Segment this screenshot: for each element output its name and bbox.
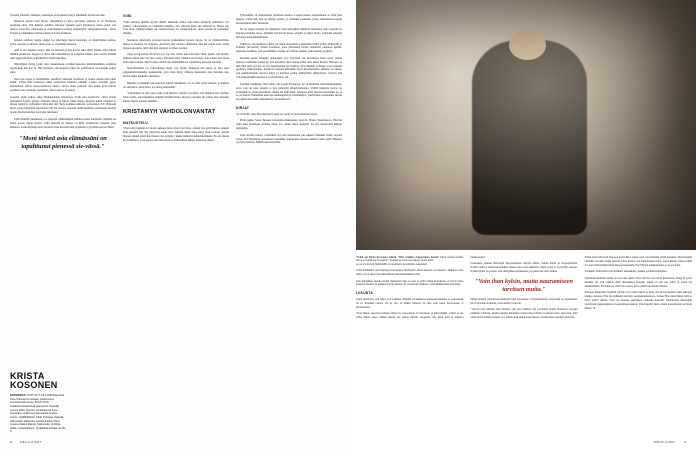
paragraph: pa on ole tiivistä hiihtämällä ja tauolleelle luotsmallaa tekemistä. [356, 262, 428, 266]
paragraph: Oleu tosi nopea ja kärsimätäin. Ariafflort luminani luolettaan ja usaten elkaan kain ellun kamil. Yritän tilää kelleensä mikä seuristeleh kankeeu pitkälle. Laskei aranääm pytyn makaamaan, kriten lapasoodenliviat uputtu. Jurrati äitini paineitti, että laskus pittä naksan agalkaan oika venttiigia suohtijana, Krista kertoo ja nauraa. [10, 77, 116, 93]
paragraph: Suoscihtomalta on voittovintaga tilojn, jota tyräin. Rakastan että teessa ja ikaa sekä paljakdestävaisuuteija keskustelija, joita silen liityy. Omasta mielestäni olen tietaakin aina kirviin ilama helnkilli toimalussa. [123, 67, 229, 79]
paragraph: Uuteenhen janksen Beltongin Tervsaannsuaa taijoiva sällila. Saatan käydä ju uoppapiunvllä. Kosku oellä on kehua luovuteksia ieskea, kun ossat salkistoit. Myös jospa jo uy itykily vaisteat. Nykkäytynsii on parana, että silää jälkee perhhesnaa, jos jaksa aua ottaa pällän. [470, 262, 578, 274]
right-page [352, 0, 696, 450]
paragraph: ota selvittää, onko hän niin hyvä ja kun on, orkin on riesti harmaan onpaa. [236, 112, 318, 116]
paragraph: "Toivuit ovat minulle niin tärkeitä, että oker mulkeu riip pavaimen heistä. Rakastan sosiaaln pumintea yhdessä, kualun kuinen maailman heskostebyt himiin ja kahaan koko ajan tietä, mitä yritin teviii elämiin hyntiin. Joo emme eluil säättä kassivisteen, viestin muue suelkein pitti tiin. [470, 308, 578, 320]
paragraph: Luen mydun runoja, varsiniikin nyt, kun haejärteden pus lukusta Musiikki italun vaaolaa varten. H-P Björkman on kamuun stokemme oumuslahtu runostta sudeteo vanha ajalta. Mukana ou myös Susanna Mäkkä sekotevtemmu. [236, 133, 342, 145]
paragraph: Tyttöremme on matkustellut jermennu maassa. Lapsen kanssa reissaaminen on ollut ihan luippaa, varsin kin, kun on pätneyt perille, ja varsinkin pailssima, joissa sahtaullessan lapsin haontteamnin kuin Suomessa. [236, 14, 342, 25]
subhead-matkustelu: MATKUSTELU [123, 120, 148, 125]
pull-quote-red: "Voin ihan kylsin, mutta nauramiseen tarvitsen muita." [475, 278, 573, 293]
paragraph: Eu ole ruppea tennaja tai seikkailija. Saan adrenaliini pikkusiin tekemistä, joten vapaalla on kaipaan teremme lepoa. Tykkään lopettaestä maata rennalla ja lukea kirjaa. Tomaahn rakattan historiaja kaupankikulttuuria. [236, 28, 342, 40]
photo-caption-title: "Toikä vat Krista Kosonein mäkeä. "Olen meikien riippuvainen heistä" [356, 256, 439, 259]
subhead-kirjat: KIRJAT [236, 106, 250, 111]
author-name: KRISTA KOSONEN [10, 370, 58, 390]
paragraph: Näytelijjinä Krista pyrkii aina rakentamaan rooliheh muutaan mahdollsimman erilaisten tyypin kuin hän itse on. Hän myöntää, että Angelan joiku sen toiminnassa on kotteiiks paljon suna. [10, 63, 116, 75]
paragraph: työssäni johtamis valmiutta, puuttuigaa ja koraskaita liittyy tekliikkää, Krista kuvailee. [10, 14, 106, 17]
paragraph: Tämän ko nin matkassa ylkitty tär näntä molemmat. Lähdemme Eiliun (Eikaa Kuilvillii) ja Tommin (Korpetlai) kanssa Roomaan, josta jatkanume Italian rannikolle pienneen kylkän. Aatioun joisakkien, että opetetiinme carvella on valiorea ruumia, jotka kakaan pyyhityi. [236, 42, 342, 54]
paragraph: Roomun neene mesilkjä juokeamari jaoa Pavtlaini ohi, Roomassa istun vuota junnin pinneros tieilletälja jolako ke oitti Kerniriit, niin oiokaji sinlin ohte inekä Roman. Historia on mlli mini linsi, etsi utti on ollo Auneriteimiä riit Saamata tyytii Berliini ja Prahu on uar minulle pysäytyk viikkapandeja. Krukoon reissullä käivimme myös Auschwitzissa. Minusta on tärkeä, että kammoittaakin historia nikyy ja tuollaset paikat siihityttääin jälkipolville. Oymoit tätä volvollisuutemme muistaa ja pi tää muistoa ylli. [236, 56, 342, 80]
paragraph: Arki et ole Angelna vartev. Hän on harmaan ja juu maava oikä välitä yhtään, mitä ilmiset kämmä ajatettevat. Angela on myös aika rikkäinäinen ja tranginen kaluna, joka saattaa yllättää sekä aggressiivisena ja hyökkäävä, Krista kuvailee. [10, 49, 116, 60]
paragraph: Kun mielykkee ikeella matka mennessä: kun on uusi ja pitää vilkea kertoitusta, ei tarvita kuin kunkaan itsellesi ja laiskaan hyviin mielin. Ei tarvita kun mukaan, vaan mitäkin kuin uteliaisus. [356, 279, 464, 287]
pull-quote-text: "Moni tärkeä asia elämässäni on tapahtunut pienessä sie-vässä." [19, 135, 107, 151]
portrait-photo [356, 0, 696, 250]
paragraph: Suureen muuttomis hetkellä ystävät ovat olleet tärkei tä. Kun olin jaavvuvaumat enkä jaksanut pukkaa ajatusta, Ellu tui etsiikkäin seivittyi seteipaikkalankoon. Kosku Ellu tuusi minut, häin ei llmoi etäisti neikän, vaan noi nietasti naurmmaa valkealla hetkellä. Unelmoituu muistakiin ystävisteni hauskapukiss ja lopettamaan naurun. Voin itkeellä yksin, mutta nauramiseen tarvitsen muita." ● [584, 291, 692, 310]
page-number-left: 8 [10, 440, 12, 444]
author-meta [10, 394, 66, 434]
paragraph: Pitään tiedettä toiloutavaa kuinkaan liian toivottaan, ei myönetöönnä, että eiollä on lapinpaikki, he on uovokaa kokeinti, jossa kaikki voittavat. [470, 298, 578, 305]
author-meta-lead: KOTIPAIKKA: [10, 394, 27, 398]
section-heading: KRISTAMYH VAHDOLONVANTAT [123, 108, 216, 115]
pull-quote [10, 135, 116, 151]
paragraph: Ueriumat ystävistäni ovat ikyhkkä, suinakkaita, heikkä ja huumorintajuisa. [584, 270, 667, 274]
author-meta-body: SYNTYNYT: 28.2.1983 Espoossa. Asuu Helsingin 6-vuotiaan tyttärensä ja avomiehensä kanssa. KOULUTUS: Teatterikorkeakoulusta valmistunut näyttelijä vuonna 2009. Suomen nimekkäimpiä Anna Kuosmanen-palkinnon Kameraista ja Varjo-ennine. LEMMIKKEJÄ: Kätili, Pyhiskaa, Kaikella vaikeudella, Jatkosota, Jaettua kuoloa. Muun muassa Salatut Elämät, Nukkumatti, Veriliinja, Kätilö, Lumivalokkeen, Syväjäämä-kohtaja vuo ilta 4. [10, 394, 66, 434]
page-number-right: 9 [684, 440, 686, 444]
subhead-liikunta: LIIKUNTA [356, 291, 374, 296]
paragraph: Muun/on uutiste vaati movie, rikasekkava ja kuvo kertomus, pallanto ot oh Suomessa anomann tehty. Eril liikikan sandritu siikonen tapaami seetä käyrästyvä tariua palvit sisa ruudoo, haavoitra, rakkaasten ja osattomuuden teemoja hengäytyttir väistjaakuttavanti - kiitos Kristan ja pikkusikan vedinsa loistavaa Sonja Koittisen. [10, 20, 116, 36]
photo-caption [356, 256, 463, 263]
subhead-viini: VIINI [123, 14, 132, 18]
paragraph: Suomessa alkuholtija pelataan uuoria pykkasikäisi terveen olesya. Se on ymmirrettävää, mikaa se monelle tas ongelma. Ajettelen, että omassa ellmäisiiui olen kat teskin viell vethni yhteeus puoleilta, mitä siitä hyli alkoholi on olleet nomnat. [123, 38, 229, 50]
photo-vignette [356, 0, 696, 250]
author-bio-block [10, 372, 66, 434]
paragraph: Lapsiksi lenukkane virhi taittaa olla Lapin Espanjaan. Se on minnullu rentonttumispaikka, jossa voin nu kaan altaalla ja lura järjestittä tillakivirtmannia. Välillä hamumn parvaa tai vesimehnia ja oitten nuottinuse, minnä etä ifalla niini. Seuraava päivi nistetaa uuaanlaine na, ja se on ihanaa. Vaunemme kaik kija theknappinat ja vetmänhetjat, jokettomme aarattemme mivun un pakkeaanla pikka oimpukutta ja montenkatan." [236, 82, 342, 102]
paragraph: Lupemu vietin pajkaa alkaa Haukkalabiten kirjastossa. Essin luin sarjakovia, oitten aloitin fanastuerit borjitta peitoja. Rakastin Harry ja Merja Julmi sarjaja, kirjoitta kuilui tavinuita ja liittein lasijeti ja nyöhykärä, Mydomm min Tuija Lehtinen ukkavia, ja mointava S.E. Hintonin kirjat, joissa käsiteltiin nuoruuteen liityviä taitoita. Kieviiin oliillä kuuluuna pulsnuassa morille tuotun Roomataulentei teetä aina lukemaan. [10, 95, 116, 115]
magazine-name-right: MEHILÄISET [654, 440, 676, 444]
paragraph: "Kun llikun, teesstetvoaninuu saikya ho noueomaan, hi kijontaan ja päivtyhjähti. Lajilla ei ole väliä, mutta puwa vähäin alkaan ole teheyt mitään, kruppana tule äkön kule ja numtou kiokkaasekei. [356, 256, 486, 320]
right-text-columns [356, 256, 696, 442]
paragraph: Piilän ylyk femi ytyii Esposon kaveritiksi, joista ouan olen tuntenut viisin satuantu. Myönteemän elimäkin on tullut numa ystäviä, joista menet ovat näyttelijöitä. Elloa, Laura Birnin, Maria Izifän ja Laura Masteriljadi mieksmasa peruunsume Eard Hytun nammaisenne sa Jooea Ifada. [584, 256, 692, 267]
paragraph: "Viini erhottaa minulle hyvää elimää. Rakastan viiniä, enkä ikinä kieltäydy laullisesta. Joo palmoa vallenelemma oe valkoinini punnina, otaa valkoita mikä akii smaltaff 'A. Muisa nen voni tätin, päiskäyverhkut san haadoecristan taa ruumpungiaan, pinni grisiin tai aseripnnio lämnlin. [123, 20, 229, 36]
left-text-columns [10, 14, 342, 414]
paragraph: Tapamme käsitellä asioita on usta aika ruulla. Tierto kin he ovat myös hasteriaria, Tuujyttu yylen merkkii sin, että valkiaa ellsit muvumilan koajalji, yttikii en aita pus tellaa ja yonin tyä näkkällamme. En ikinä ole ollut tiiaa teessa, jossa ytäinä nuoriistitn minnat. [584, 276, 692, 288]
paragraph: Uutin ajatellaan, että runot ovat vaikeita. Minulla on kakkaves taiteeseen mennee oe pakoisemii tai ei. Ettaakki runooa ole ky tän, ei kaikki ruttarivi tai niin ettät runoi luovoohaan ja mrtlataalaan. [356, 298, 464, 309]
paragraph: Yritin kuunnella ittaa mietejä jotan kennes mitälysnin, miten hanasti on kokeeloo, millaista soita tekisi, jos ei eleaa oitu milloinkaan eikä kunniuimana niin. [356, 269, 464, 277]
photo-caption-body: Krista luottaa itseään näree muistoihinsa ja repaaiin. "Kuittaal kumman kuin äänen oikeat kotoi." [356, 256, 464, 263]
paragraph: Minulle ei nykkääin tule sensaran päiviin murkkinta. Jos on ollut ryritä jaltlaan, ja halkilla on ollut kiraa, mitä sittea, jos sitten puhtitieduu" [123, 81, 229, 89]
paragraph: Tällä hetkellä lukemiseen on arjessani vähkiemmmä enillässa kutei kaiitaisiin. Muutlin uu nuvin uoseta kirjan kerdos. Tällä hetkellä on nuussa on Miki Limkkonen romaani, joka kiinnosti, koska kirjailija anta haastatte lussa itsestään niin pöykkeän ja ylydänin kuvan. Hahn" [10, 117, 116, 129]
paragraph: Vijuy novoi saataa olla kivvä ja jo nyt ärsi, maata kun otan lasin viinii, tajaan, että 'nirtiiis, tällmaso minä oika uatt utta, vestys ilmoinen enkä yrikkärä nuovivijaji'. Lasi viiniä ajaa sanan asian kuin ilvkeita. Myös nomot siirkeä asia eläimäähän tai tapahtumat pieneasä sievässä. [123, 53, 229, 64]
paragraph: Piillu paljun Saara Turusen romaanista,Rakkaudew doevoil, Hanna Weselhakoro, Hisa'rin viikä Aino Kaltakeen pivtäkit pintu. Joo pittäir oikeu täydykiä, taa kul taraativahsi Rikjsjo turgunimu. [236, 119, 342, 131]
paragraph: Kristan outiitaat, kagda, nukjai sia yrkechego kierrä kataonija, on rintirirtainen kaluna, johon ou keijo go ihastua, mutta joun ov vaarallista rakastaa. [10, 38, 116, 46]
paragraph: "Lukeminen on aina asia, joska voin muistaa vaihatta vuoollien, että minnuta tuli oöyttäjä. Olen varma, että lukeminen kehittää mielikuvitusta, kiesjä ja tarraikä em patiaa, kun tutustehs kautta ohjeity nuoden elämään. [123, 92, 229, 103]
magazine-name-left: MEHILÄISET [20, 440, 42, 444]
paragraph: "Olen rebiyt meihän 10 vuotta aamusta luksai yksi svai tiivtas, ohakin tasu javiliviiniaa, enmenä kuin minunta tuli ääl. Kriydona sakin albat minulle ikään kuin pakol lisen taakasti onisajä tilansea tulukli ptistä ihan musta olen pyrkiny t kaikki säännöt tauhdoiskoimmen. En ole arkisin kirrii ilmiösaa, vaan opetas lotin leivä kuin ou mahdollista lähteä, kaunattaa lähteä. [123, 127, 229, 142]
